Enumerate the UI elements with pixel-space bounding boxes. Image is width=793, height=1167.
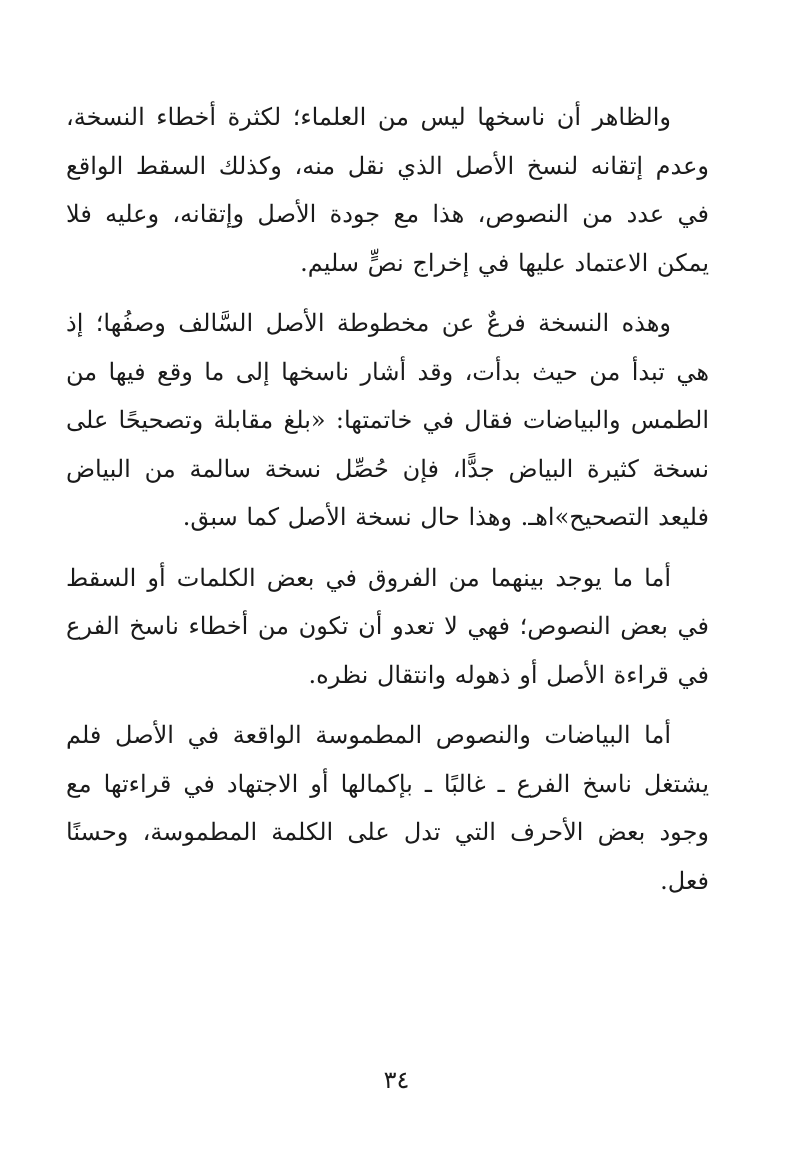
paragraph-4: أما البياضات والنصوص المطموسة الواقعة في الأصل فلم يشتغل ناسخ الفرع ـ غالبًا ـ بإكمالها أو الاجتهاد في قراءتها مع وجود بعض الأحرف التي تدل على الكلمة المطموسة، وحسنًا فعل. [66,721,709,895]
paragraph-1: والظاهر أن ناسخها ليس من العلماء؛ لكثرة أخطاء النسخة، وعدم إتقانه لنسخ الأصل الذي نقل منه، وكذلك السقط الواقع في عدد من النصوص، هذا مع جودة الأصل وإتقانه، وعليه فلا يمكن الاعتماد عليها في إخراج نصٍّ سليم. [66,103,709,277]
body-text [66,93,709,917]
paragraph-3: أما ما يوجد بينهما من الفروق في بعض الكلمات أو السقط في بعض النصوص؛ فهي لا تعدو أن تكون من أخطاء ناسخ الفرع في قراءة الأصل أو ذهوله وانتقال نظره. [66,563,709,689]
paragraph-2: وهذه النسخة فرعٌ عن مخطوطة الأصل السَّالف وصفُها؛ إذ هي تبدأ من حيث بدأت، وقد أشار ناسخها إلى ما وقع فيها من الطمس والبياضات فقال في خاتمتها: «بلغ مقابلة وتصحيحًا على نسخة كثيرة البياض جدًّا، فإن حُصِّل نسخة سالمة من البياض فليعد التصحيح»اهـ. وهذا حال نسخة الأصل كما سبق. [66,309,709,531]
page-number: ٣٤ [383,1066,410,1094]
